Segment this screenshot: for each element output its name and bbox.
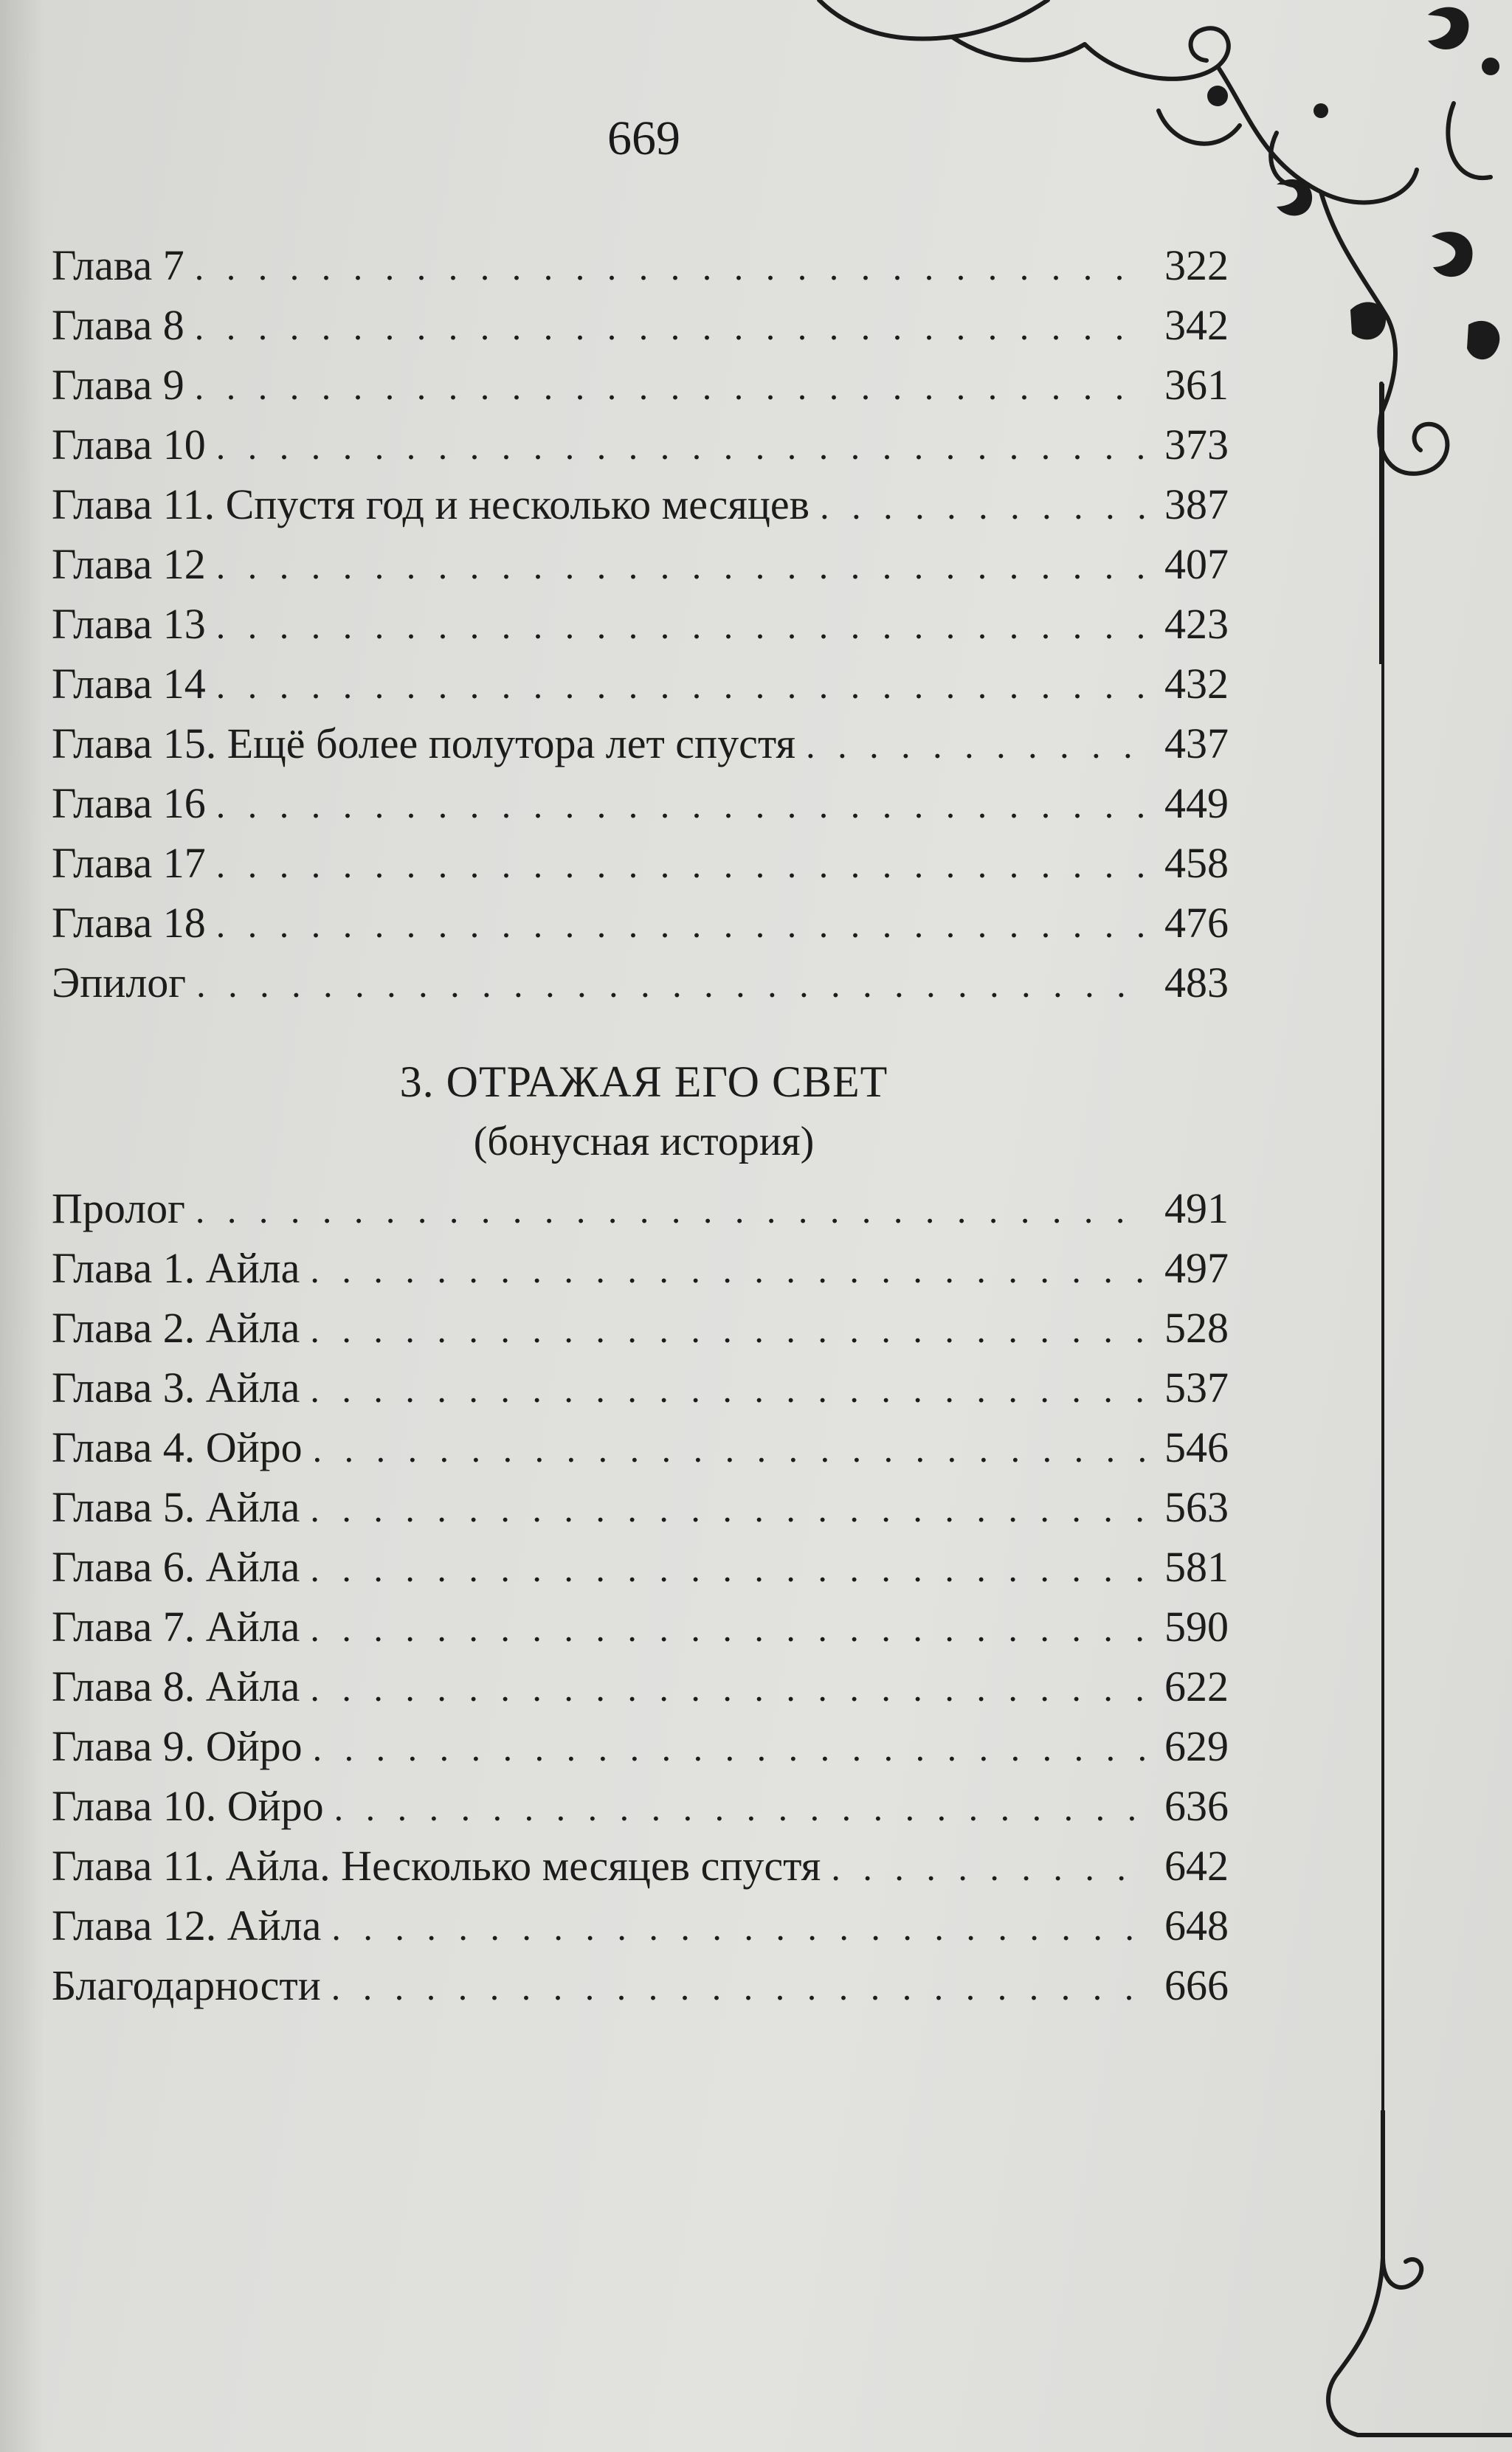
section-title: 3. ОТРАЖАЯ ЕГО СВЕТ	[399, 1057, 888, 1106]
toc-entry-title: Глава 13	[52, 600, 206, 648]
toc-entry-title: Глава 3. Айла	[52, 1364, 300, 1412]
toc-entry	[52, 893, 1229, 953]
toc-entry-page: 361	[1164, 361, 1229, 409]
dot-leader	[216, 417, 1148, 477]
section-subtitle: (бонусная история)	[473, 1119, 815, 1164]
toc-list-part2	[52, 235, 1229, 1012]
dot-leader	[310, 1300, 1148, 1360]
toc-entry-title: Пролог	[52, 1184, 185, 1232]
toc-entry	[52, 1657, 1229, 1716]
toc-entry-title: Глава 4. Ойро	[52, 1423, 303, 1471]
toc-entry-page: 563	[1164, 1483, 1229, 1531]
toc-entry	[52, 1477, 1229, 1537]
toc-entry-page: 636	[1164, 1782, 1229, 1830]
dot-leader	[216, 656, 1148, 716]
toc-entry	[52, 714, 1229, 773]
toc-entry	[52, 1298, 1229, 1358]
toc-entry	[52, 1358, 1229, 1417]
toc-entry	[52, 534, 1229, 594]
toc-entry	[52, 1836, 1229, 1896]
toc-entry-page: 491	[1164, 1184, 1229, 1232]
page-number: 669	[607, 111, 680, 165]
dot-leader	[216, 835, 1148, 895]
toc-entry-title: Глава 15. Ещё более полутора лет спустя	[52, 719, 796, 767]
toc-entry	[52, 1597, 1229, 1657]
toc-entry-page: 629	[1164, 1722, 1229, 1770]
toc-entry-title: Глава 10. Ойро	[52, 1782, 324, 1830]
toc-entry	[52, 1238, 1229, 1298]
toc-entry-page: 432	[1164, 660, 1229, 708]
toc-entry-page: 322	[1164, 241, 1229, 289]
toc-entry-title: Глава 8. Айла	[52, 1662, 300, 1710]
toc-entry	[52, 594, 1229, 654]
toc-entry-title: Глава 16	[52, 779, 206, 827]
toc-entry	[52, 1955, 1229, 2015]
toc-entry-page: 622	[1164, 1662, 1229, 1710]
dot-leader	[195, 238, 1148, 297]
toc-entry	[52, 1716, 1229, 1776]
toc-entry	[52, 474, 1229, 534]
toc-entry-title: Благодарности	[52, 1961, 321, 2009]
toc-entry-page: 373	[1164, 421, 1229, 469]
toc-entry	[52, 654, 1229, 714]
toc-entry-page: 537	[1164, 1364, 1229, 1412]
toc-entry-title: Глава 9	[52, 361, 184, 409]
toc-entry-page: 546	[1164, 1423, 1229, 1471]
dot-leader	[331, 1958, 1148, 2017]
toc-entry-title: Глава 10	[52, 421, 206, 469]
toc-entry	[52, 235, 1229, 295]
dot-leader	[831, 1838, 1148, 1898]
frame-border-right	[1381, 384, 1384, 2155]
dot-leader	[310, 1659, 1148, 1719]
toc-entry-title: Эпилог	[52, 959, 187, 1006]
toc-entry	[52, 953, 1229, 1012]
dot-leader	[216, 776, 1148, 835]
toc-entry-title: Глава 14	[52, 660, 206, 708]
toc-entry	[52, 1417, 1229, 1477]
toc-entry-title: Глава 6. Айла	[52, 1543, 300, 1591]
bottom-ornament	[1313, 2110, 1512, 2452]
toc-entry-page: 437	[1164, 719, 1229, 767]
dot-leader	[313, 1719, 1148, 1778]
toc-entry	[52, 1896, 1229, 1955]
toc-entry-title: Глава 5. Айла	[52, 1483, 300, 1531]
dot-leader	[806, 716, 1148, 776]
page-shadow	[0, 0, 44, 2452]
dot-leader	[331, 1898, 1148, 1958]
toc-entry-page: 642	[1164, 1842, 1229, 1890]
dot-leader	[310, 1539, 1148, 1599]
dot-leader	[310, 1599, 1148, 1659]
toc-entry-title: Глава 9. Ойро	[52, 1722, 303, 1770]
toc-entry-page: 423	[1164, 600, 1229, 648]
dot-leader	[310, 1360, 1148, 1420]
toc-entry-title: Глава 11. Айла. Несколько месяцев спустя	[52, 1842, 821, 1890]
toc-entry-title: Глава 2. Айла	[52, 1304, 300, 1352]
toc-entry-page: 449	[1164, 779, 1229, 827]
dot-leader	[216, 596, 1148, 656]
toc-entry	[52, 295, 1229, 355]
toc-entry-title: Глава 17	[52, 839, 206, 887]
toc-entry	[52, 773, 1229, 833]
toc-entry-page: 483	[1164, 959, 1229, 1006]
dot-leader	[196, 1181, 1148, 1240]
toc-entry	[52, 1178, 1229, 1238]
toc-entry-title: Глава 8	[52, 301, 184, 349]
toc-entry-page: 590	[1164, 1603, 1229, 1651]
toc-entry-title: Глава 7	[52, 241, 184, 289]
dot-leader	[196, 955, 1148, 1015]
toc-entry-page: 458	[1164, 839, 1229, 887]
toc-entry	[52, 1537, 1229, 1597]
dot-leader	[310, 1240, 1148, 1300]
toc-entry-page: 476	[1164, 899, 1229, 947]
toc-entry-title: Глава 12. Айла	[52, 1902, 322, 1949]
dot-leader	[195, 357, 1148, 417]
toc-entry-page: 407	[1164, 540, 1229, 588]
toc-entry	[52, 355, 1229, 415]
dot-leader	[334, 1778, 1148, 1838]
toc-entry-page: 342	[1164, 301, 1229, 349]
toc-entry-page: 648	[1164, 1902, 1229, 1949]
dot-leader	[216, 536, 1148, 596]
toc-entry-title: Глава 1. Айла	[52, 1244, 300, 1292]
toc-entry-page: 528	[1164, 1304, 1229, 1352]
toc-entry-title: Глава 12	[52, 540, 206, 588]
toc-entry-title: Глава 7. Айла	[52, 1603, 300, 1651]
toc-entry-page: 666	[1164, 1961, 1229, 2009]
dot-leader	[313, 1420, 1148, 1479]
toc-entry	[52, 415, 1229, 474]
toc-entry-page: 497	[1164, 1244, 1229, 1292]
toc-entry-title: Глава 18	[52, 899, 206, 947]
toc-entry	[52, 1776, 1229, 1836]
dot-leader	[195, 297, 1148, 357]
toc-entry-page: 387	[1164, 480, 1229, 528]
toc-entry-title: Глава 11. Спустя год и несколько месяцев	[52, 480, 810, 528]
toc-list-part3	[52, 1178, 1229, 2015]
toc-entry	[52, 833, 1229, 893]
toc-entry-page: 581	[1164, 1543, 1229, 1591]
dot-leader	[310, 1479, 1148, 1539]
dot-leader	[216, 895, 1148, 955]
dot-leader	[820, 477, 1148, 536]
